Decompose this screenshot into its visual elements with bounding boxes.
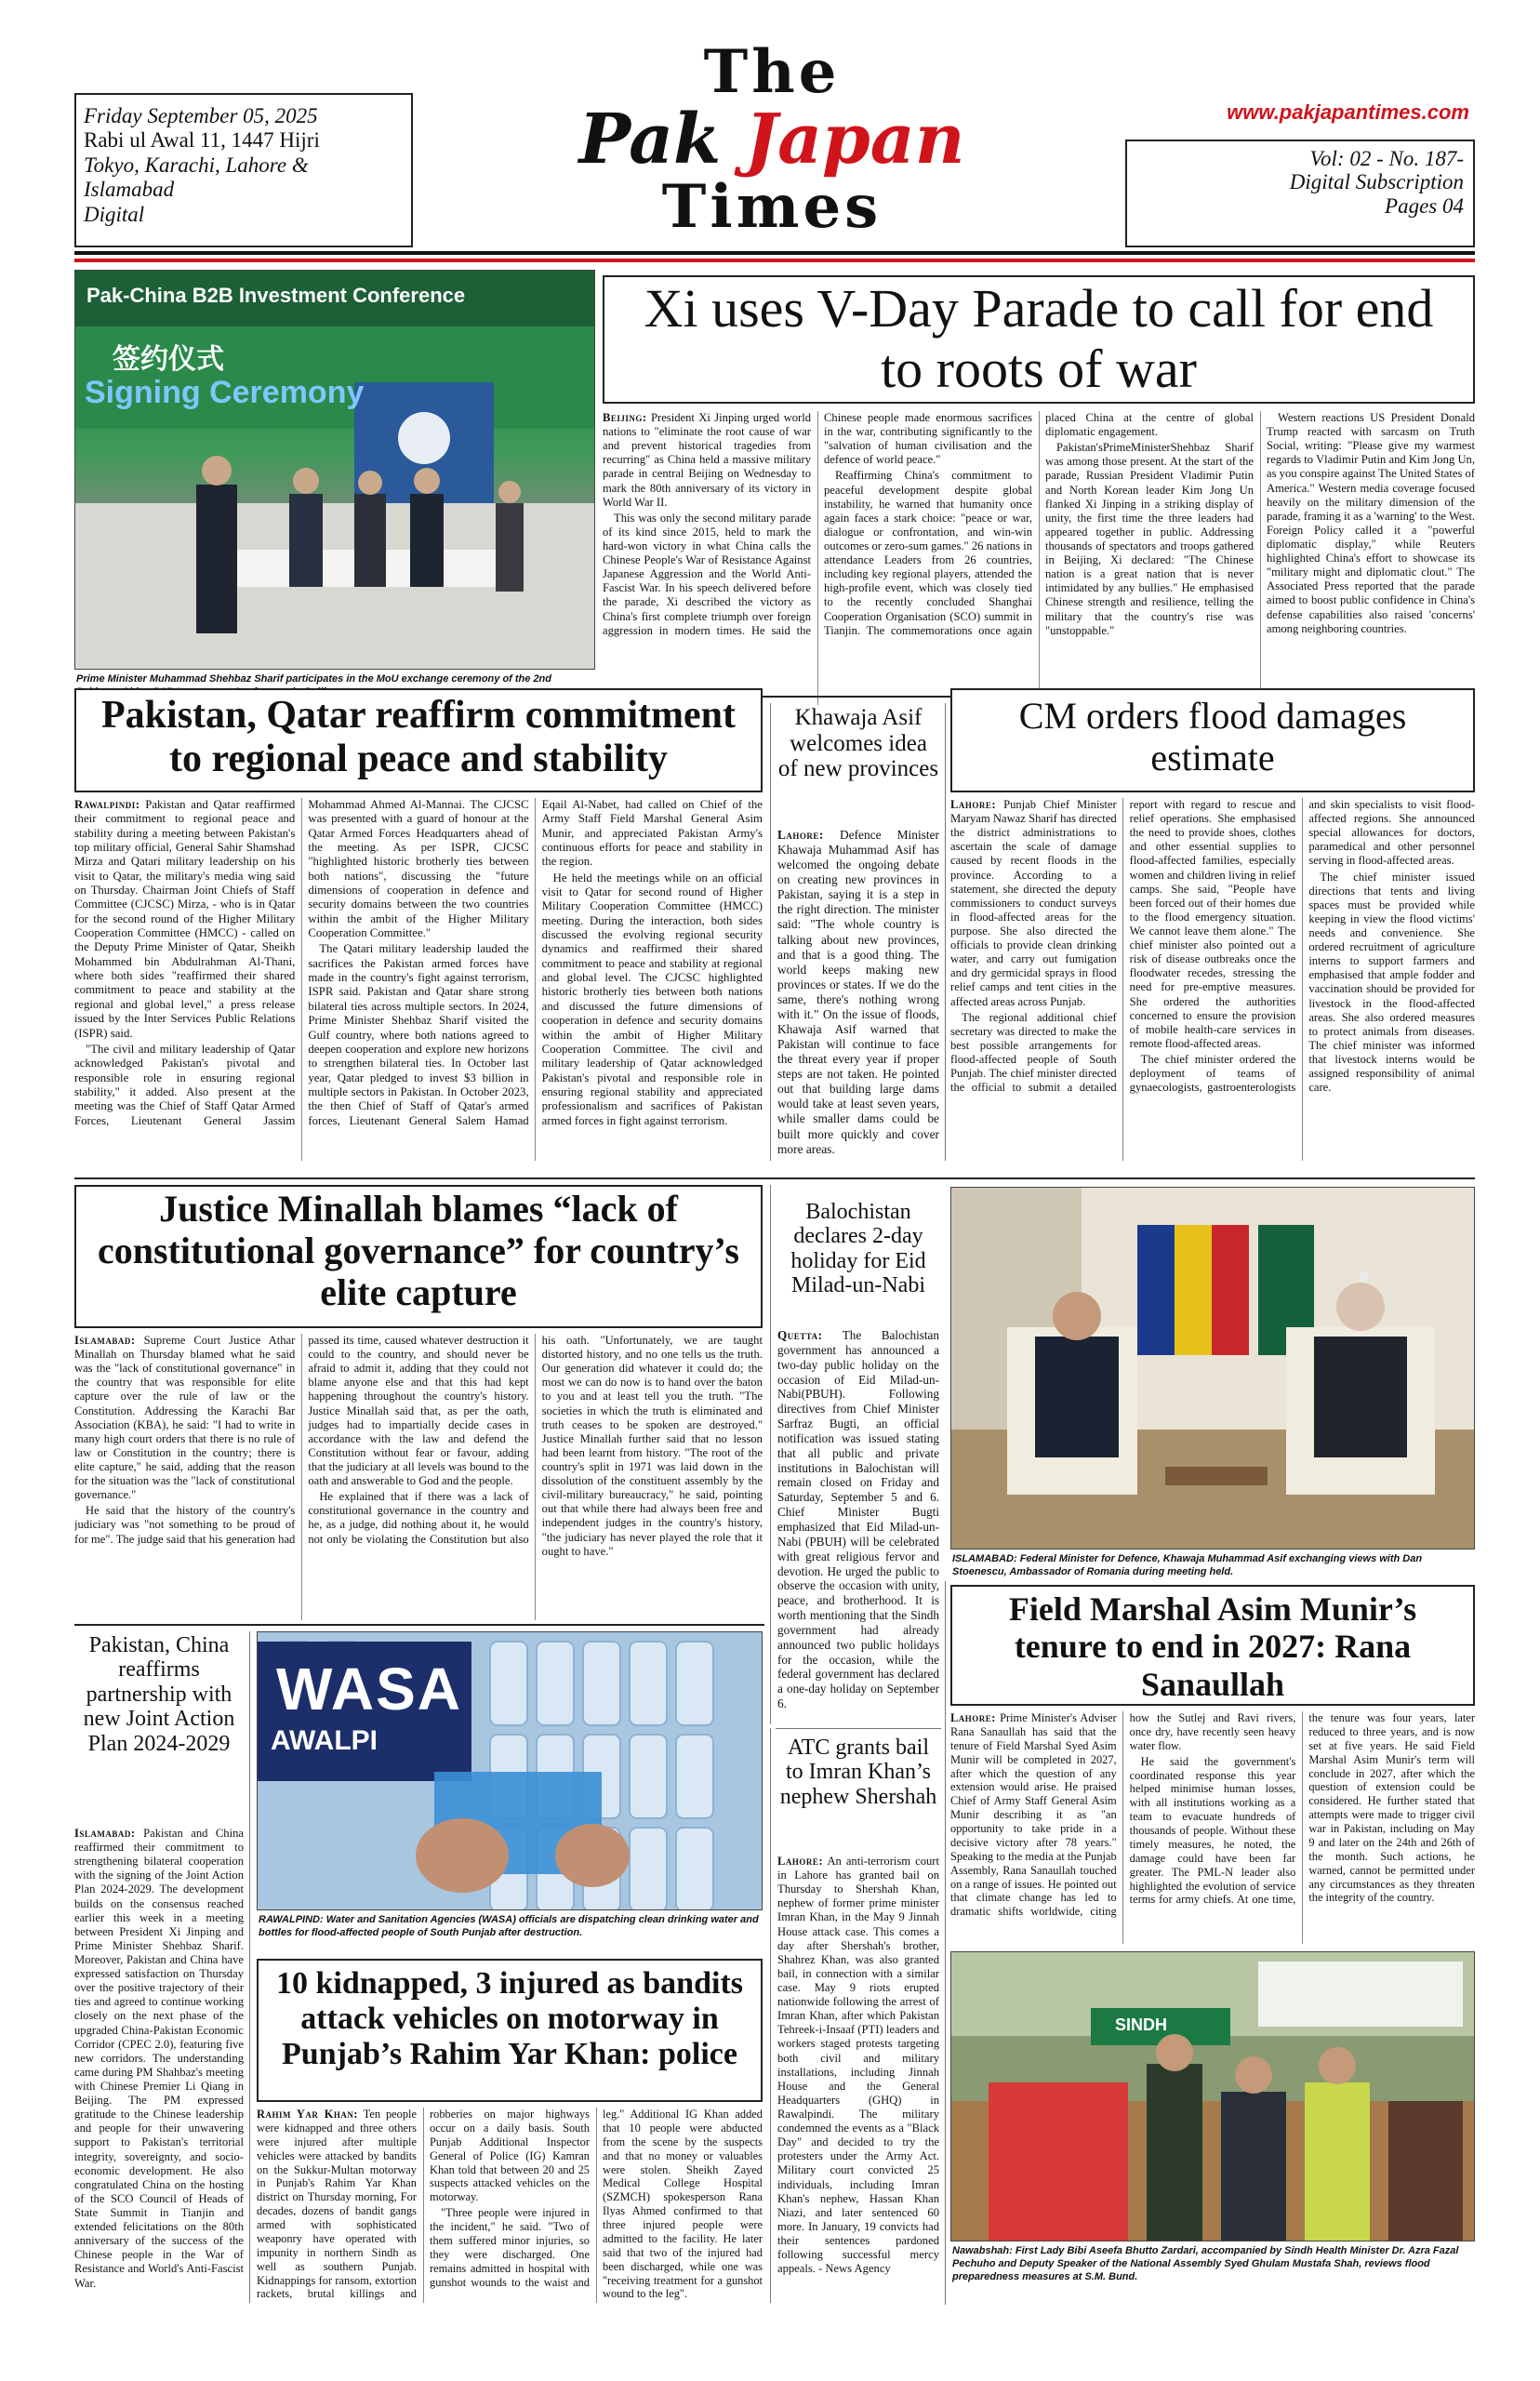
title-japan: Japan <box>745 100 965 180</box>
cm-headline: CM orders flood damages estimate <box>1018 695 1407 778</box>
munir-article-body <box>950 1711 1475 1944</box>
edition-line: Digital <box>84 202 145 226</box>
minallah-para-2: He said that the history of the country's judiciary was "not something to be proud of for me". The judge said that his generation had passed its time, caused whatever destruction it could to the country, and should never be afraid to admit it, adding that they could not blame anyone else and that this had kept happening throughout the country's history. Justice Minallah said that, as per the oath, judges had to impartially decide cases in accordance with the law and defend the Constitution without fear or favour, adding that the judiciary at all levels was bound to the oath and answerable to God and the people. <box>74 1334 529 1546</box>
cm-para-4: The chief minister issued directions that tents and living spaces must be provided while keeping in view the flood victims' needs and convenience. She ordered recruitment of agriculture interns to support farmers and emphasised that ample fodder and vaccination should be provided for livestock in the flood-affected areas. She also ordered measures to protect animals from diseases. The chief minister was informed that livestock interns would be assigned responsibility of animal care. <box>1308 870 1475 1095</box>
column-rule-provinces <box>945 703 946 1161</box>
provinces-headline: Khawaja Asif welcomes idea of new provinces <box>777 705 939 781</box>
signing-banner-title: Pak-China B2B Investment Conference <box>86 284 466 307</box>
atc-top-rule <box>776 1728 941 1729</box>
qatar-headline-box <box>74 688 763 792</box>
cm-article-body <box>950 798 1475 1161</box>
xi-article-body <box>603 411 1475 705</box>
china-plan-article-body <box>74 1827 244 2301</box>
xi-headline: Xi uses V-Day Parade to call for end to roots of war <box>644 278 1434 399</box>
flood-preparedness-photo <box>950 1951 1475 2241</box>
kidnap-dateline: Rahim Yar Khan: <box>257 2108 358 2121</box>
title-the: The <box>703 37 841 107</box>
column-rule-qatar <box>770 703 771 1161</box>
wasa-photo-caption: RAWALPIND: Water and Sanitation Agencies (WASA) officials are dispatching clean drinking water and bottles for flood-affected people of South Punjab after destruction. <box>259 1914 759 1938</box>
munir-para-2: He said the government's coordinated response this year helped minimise human losses, with all institutions working as a team to evacuate hundreds of thousands of people. Without these timely measures, he noted, the damage could have been far greater. The PML-N leader also highlighted the evolution of service terms for army chiefs. At one time, the tenure was four years, later reduced to three years, and is now set at five years. He said Field Marshal Asim Munir's term will conclude in 2027, after which the question of extension could be considered. He further stated that attempts were made to trigger civil war in Pakistan, including on May 9 and later on the 24th and 26th of the month. Such actions, he warned, cannot be permitted under any circumstances as they threaten the integrity of the country. <box>1129 1711 1475 1907</box>
date-line: Friday September 05, 2025 <box>84 104 318 127</box>
column-rule-china <box>249 1631 250 2303</box>
xi-para-3: Reaffirming China's commitment to peaceful development despite global instability, he warned that humanity once again faces a stark choice: "peace or war, dialogue or confrontation, and win-win outcomes or zero-sum games." 26 nations in attendance Leaders from 26 countries, including key regional players, attended the high-profile event, which was closely tied to the recently concluded Shanghai Cooperation Organisation (SCO) summit in Tianjin. The commemorations once again placed China at the centre of global diplomatic engagement. <box>824 411 1254 637</box>
qatar-article-body <box>74 798 763 1161</box>
flood-banner-text: SINDH <box>1115 2015 1168 2034</box>
xi-lead: President Xi Jinping urged world nations to "eliminate the root cause of war and prevent historical tragedies from recurring" as China held a massive military parade in central Beijing on Wednesday to mark the 80th anniversary of its victory in World War II. <box>603 411 811 509</box>
china-plan-headline: Pakistan, China reaffirms partnership with new Joint Action Plan 2024-2029 <box>83 1633 235 1756</box>
munir-lead: Prime Minister's Adviser Rana Sanaullah has said that the tenure of Field Marshal Syed Asim Munir will be completed in 2027, after which the question of any extension would arise. He praised Chief of Army Staff General Asim Munir describing it as "an opportunity to take pride in a decisive victory after 78 years." Speaking to the media at the Punjab Assembly, Rana Sanaullah touched on a range of issues. He pointed out that climate change has led to dramatic shifts worldwide, citing how the Sutlej and Ravi rivers, once dry, have recently seen heavy water flow. <box>950 1711 1296 1919</box>
cities-line: Tokyo, Karachi, Lahore & Islamabad <box>84 153 309 202</box>
eid-body: The Balochistan government has announced a two-day public holiday on the occasion of Eid Milad-un-Nabi(PBUH). Following directives from Chief Minister Sarfraz Bugti, an official notification was issued stating that all public and private institutions in Balochistan will remain closed on Friday and Saturday, September 5 and 6. Chief Minister Bugti emphasized that Eid Milad-un-Nabi (PBUH) will be celebrated with great religious fervor and devotion. He urged the public to observe the occasion with unity, peace, and brotherhood. It is worth mentioning that the Sindh government had already announced two public holidays for the occasion, while the federal government has declared a one-day holiday on September 6. <box>777 1328 939 1711</box>
masthead-rule <box>74 251 1475 255</box>
provinces-dateline: Lahore: <box>777 828 824 842</box>
cm-dateline: Lahore: <box>950 798 997 811</box>
kidnap-headline: 10 kidnapped, 3 injured as bandits attack vehicles on motorway in Punjab’s Rahim Yar Khan: police <box>275 1966 743 2072</box>
minallah-headline-box <box>74 1185 763 1328</box>
minallah-article-body <box>74 1334 763 1620</box>
munir-headline-box <box>950 1585 1475 1706</box>
eid-dateline: Quetta: <box>777 1328 823 1342</box>
column-rule-atc <box>770 1728 771 2303</box>
signing-banner-chinese: 签约仪式 <box>113 343 224 376</box>
wasa-water-photo <box>257 1631 763 1910</box>
minallah-headline: Justice Minallah blames “lack of constitutional governance” for country’s elite capture <box>98 1188 739 1313</box>
china-plan-body: Pakistan and China reaffirmed their commitment to strengthening bilateral cooperation with the signing of the Joint Action Plan 2024-2029. The development builds on the consensus reached earlier this week in a meeting between President Xi Jinping and Prime Minister Shehbaz Sharif. Moreover, Pakistan and China have expressed satisfaction on Thursday over the positive trajectory of their ties and agreed to continue working closely on the next phase of the upgraded China-Pakistan Economic Corridor (CPEC 2.0), featuring five new corridors. The understanding came during PM Shahbaz's meeting with Chinese Premier Li Qiang in Beijing. The PM expressed gratitude to the Chinese leadership and people for their unwavering support to Pakistan's territorial integrity, sovereignty, and socio-economic development. He also congratulated China on the hosting of the SCO Council of Heads of State Summit in Tianjin and extended felicitations on the 80th anniversary of the success of the Chinese people in the War of Resistance and World's Anti-Fascist War. <box>74 1827 244 2290</box>
qatar-para-4: He held the meetings while on an official visit to Qatar for second round of Higher Military Cooperation Committee (HMCC) meeting. During the interaction, both sides discussed the evolving regional security dynamics and reaffirmed their shared commitment to peace and stability at regional and global level. The CJCSC highlighted historic brotherly ties between both nations and discussed the future dimensions of cooperation in defence and security domains within the ambit of Higher Military Cooperation Committee. The civil and military leadership of Qatar acknowledged Pakistan's pivotal and responsible role in ensuring regional stability and appreciated professionalism and sacrifices of Pakistan armed forces in fight against terrorism. <box>541 871 763 1127</box>
qatar-headline: Pakistan, Qatar reaffirm commitment to regional peace and stability <box>101 694 736 781</box>
qatar-para-2: "The civil and military leadership of Qatar acknowledged Pakistan's pivotal and responsible role in ensuring regional stability," it added. Also present at the meeting was the Chief of Staff Qatar Armed Forces, Lieutenant General Jassim Mohammad Ahmed Al-Mannai. The CJCSC was presented with a guard of honour at the Qatar Armed Forces Headquarters ahead of the meeting. As per ISPR, CJCSC "highlighted historic brotherly ties between both nations", discussing the "future dimensions of cooperation in defence and security domains between the two countries within the ambit of the Higher Military Cooperation Committee." <box>74 798 529 1127</box>
title-times: Times <box>661 172 883 242</box>
munir-dateline: Lahore: <box>950 1711 996 1724</box>
hijri-line: Rabi ul Awal 11, 1447 Hijri <box>84 128 320 153</box>
website[interactable]: www.pakjapantimes.com <box>1227 100 1469 124</box>
qatar-para-3: The Qatari military leadership lauded the sacrifices the Pakistan armed forces have made in the country's fight against terrorism, ISPR said. Pakistan and Qatar share strong bilateral ties across multiple sectors. In 2024, Prime Minister Shehbaz Sharif visited the Gulf country, where both nations agreed to deepen cooperation and explore new horizons to strengthen bilateral ties. In October last year, Qatar pledged to invest $3 billion in multiple sectors in Pakistan. In October 2023, the then Chief of Staff of Qatar's armed forces, Lieutenant General Salem Hamad Eqail Al-Nabet, had called on Chief of the Army Staff Field Marshal General Asim Munir, and appreciated Pakistan Army's continuous efforts for peace and stability in the region. <box>308 798 763 1127</box>
title-pak-japan <box>428 100 1116 180</box>
cm-para-2: The regional additional chief secretary was directed to make the best possible arrangements for flood-affected people of South Punjab. The chief minister directed the official to submit a detailed report with regard to rescue and relief operations. She emphasised the need to provide shoes, clothes and other essential supplies to flood-affected families, especially women and children living in relief camps. She said, "People have been forced out of their homes due to the flood emergency situation. We cannot leave them alone." The chief minister also pointed out a risk of disease outbreaks once the floodwater recedes, stressing the need for pre-emptive measures. She ordered the authorities concerned to ensure the provision of mobile health-care services in remote flood-affected areas. <box>950 798 1296 1095</box>
atc-body: An anti-terrorism court in Lahore has granted bail on Thursday to Shershah Khan, nephew of former prime minister Imran Khan, in the May 9 Jinnah House attack case. This comes a day after Shershah's brother, Shahrez Khan, was also granted bail, in connection with a similar case. May 9 riots erupted nationwide following the arrest of Imran Khan, after which Pakistan Tehreek-i-Insaaf (PTI) leaders and workers staged protests targeting both civil and military installations, including Jinnah House and the General Headquarters (GHQ) in Rawalpindi. The military condemned the events as a "Black Day" and decided to try the protesters under the Army Act. Military court convicted 25 individuals, including Imran Khan's nephew, Hassan Khan Niazi, and later sentenced 60 more. In January, 19 convicts had their sentences pardoned following successful mercy appeals. - News Agency <box>777 1855 939 2276</box>
kidnap-para-2: "Three people were injured in the incident," he said. "Two of them suffered minor injuries, so they were discharged. One remains admitted in hospital with gunshot wounds to the waist and leg." Additional IG Khan added that 10 people were abducted from the scene by the suspects and that no money or valuables were stolen. Sheikh Zayed Medical College Hospital (SZMCH) spokesperson Rana Ilyas Ahmed confirmed to that three injured people were admitted to the facility. He later said that two of the injured had been discharged, while one was "receiving treatment for a gunshot wound to the leg". <box>430 2108 763 2301</box>
xi-dateline: Beijing: <box>603 411 647 424</box>
title-pak: Pak <box>578 100 722 180</box>
meeting-photo-caption: ISLAMABAD: Federal Minister for Defence, Khawaja Muhammad Asif exchanging views with Dan Stoenescu, Ambassador of Romania during meeting held. <box>952 1553 1423 1577</box>
qatar-dateline: Rawalpindi: <box>74 798 140 811</box>
minallah-dateline: Islamabad: <box>74 1334 136 1347</box>
atc-headline: ATC grants bail to Imran Khan’s nephew Shershah <box>779 1736 937 1809</box>
signing-photo-caption: Prime Minister Muhammad Shehbaz Sharif participates in the MoU exchange ceremony of the 2nd <box>76 673 552 685</box>
china-plan-dateline: Islamabad: <box>74 1827 136 1840</box>
xi-para-5: Western reactions US President Donald Trump reacted with sarcasm on Truth Social, writing: "Please give my warmest regards to Vladimir Putin and Kim Jong Un, as you conspire against The United States of America." Western media coverage focused heavily on the military dimension of the parade, framing it as a 'warning' to the West. Foreign Policy called it a "powerful diplomatic display," while Reuters highlighted China's effort to showcase its "military might and diplomatic clout." The Associated Press reported that the parade aimed to boost public confidence in China's defense capabilities also raised 'concerns' among neighboring countries. <box>1267 411 1475 635</box>
volume-line: Vol: 02 - No. 187- <box>1309 147 1464 170</box>
wasa-sign-text-2: AWALPI <box>271 1725 378 1756</box>
kidnap-article-body <box>257 2108 763 2303</box>
kidnap-lead: Ten people were kidnapped and three others were injured after multiple vehicles were attacked by bandits on the Sukkur-Multan motorway in Punjab's Rahim Yar Khan district on Thursday morning, For decades, dozens of bandit gangs armed with sophisticated weaponry have operated with impunity in northern Sindh as well as southern Punjab. Kidnappings for ransom, extortion rackets, brutal killings and robberies on major highways occur on a daily basis. South Punjab Additional Inspector General of Police (IG) Kamran Khan told that between 20 and 25 suspects attacked vehicles on the motorway. <box>257 2108 590 2301</box>
section-rule-2 <box>74 1177 1475 1179</box>
defence-minister-meeting-photo <box>950 1187 1475 1550</box>
wasa-sign-text: WASA <box>276 1656 462 1723</box>
column-rule-eid <box>770 1185 771 1724</box>
xi-headline-box <box>603 275 1475 404</box>
eid-headline: Balochistan declares 2-day holiday for Eid Milad-un-Nabi <box>790 1200 926 1298</box>
munir-headline: Field Marshal Asim Munir’s tenure to end in 2027: Rana Sanaullah <box>1008 1590 1417 1703</box>
flood-photo-caption: Nawabshah: First Lady Bibi Aseefa Bhutto Zardari, accompanied by Sindh Health Minister Dr. Azra Fazal Pechuho and Deputy Speaker of the National Assembly Syed Ghulam Mustafa Shah, reviews flood preparedness measures at S.M. Bund. <box>952 2245 1459 2282</box>
qatar-lead: Pakistan and Qatar reaffirmed their commitment to regional peace and stability during a meeting between Pakistan's top military official, General Sahir Shamshad Mirza and Qatari military leadership on his visit to Qatar, the military's media wing said on Thursday. Chairman Joint Chiefs of Staff Committee (CJCSC) Mirza, - who is in Qatar for the second round of the Higher Military Cooperation Committee (HMCC) - called on the Deputy Prime Minister of Qatar, Sheikh Mohammed bin Abdulrahman Al-Thani, where both sides "reaffirmed their shared commitment to peace and stability at the regional and global level," a press release issued by the Inter Services Public Relations (ISPR) said. <box>74 798 296 1040</box>
provinces-article-body <box>777 828 939 1163</box>
xi-para-2: This was only the second military parade of its kind since 2015, held to mark the hard-won victory in what China calls the Chinese People's War of Resistance Against Japanese Aggression and the World Anti-Fascist War. In his speech delivered before the parade, Xi described the victory as China's first complete triumph over foreign aggression in modern times. He said the Chinese people made enormous sacrifices in the war, contributing significantly to the "salvation of human civilisation and the defence of world peace." <box>603 411 1032 637</box>
atc-dateline: Lahore: <box>777 1855 824 1868</box>
subscription-line: Digital Subscription <box>1289 170 1464 194</box>
cm-headline-box <box>950 688 1475 792</box>
cm-lead: Punjab Chief Minister Maryam Nawaz Sharif has directed the district administrations to ascertain the scale of damage caused by recent floods in the province. According to a statement, she directed the deputy commissioners to conduct surveys in flood-affected areas for the purpose. She also directed the officials to provide clean drinking water, and carry out fumigation and dry germicidal sprays in flood relief camps and tent cities in the affected areas across Punjab. <box>950 798 1117 1008</box>
volume-box <box>1125 140 1475 247</box>
masthead-title <box>428 37 1116 251</box>
signing-ceremony-photo <box>74 270 595 670</box>
pages-line: Pages 04 <box>1385 193 1464 218</box>
provinces-body: Defence Minister Khawaja Muhammad Asif has welcomed the ongoing debate on creating new provinces in Pakistan, saying it is a step in the right direction. The minister said: "The whole country is talking about new provinces, and that is a good thing. The world keeps making new provinces or states. If we do the same, there's nothing wrong with it." On the issue of floods, Khawaja Asif warned that Pakistan will continue to face the threat every year if proper steps are not taken. He pointed out that building large dams would take at least seven years, while smaller dams could be built more quickly and cover more areas. <box>777 828 939 1156</box>
column-rule-munir <box>945 1581 946 2305</box>
minallah-para-3: He explained that if there was a lack of constitutional governance in the country and he, as a judge, did nothing about it, he would not only be violating the Constitution but also his oath. "Unfortunately, we are taught distorted history, and no one tells us the truth. Our generation did whatever it could do; the most we can do now is to hand over the baton to you and at least tell you the truth. "The societies in which the truth is eliminated and truth ceases to be spoken are destroyed." Justice Minallah further said that no lesson had been learnt from history. "The root of the country's split in 1971 was laid down in the dissolution of the constituent assembly by the civil-military bureaucracy," he said, pointing out that while there had always been free and independent judges in the country's history, "the judiciary has never played the role that it ought to have." <box>308 1334 763 1558</box>
date-box <box>74 93 413 247</box>
cm-para-3: The chief minister ordered the deployment of teams of gynaecologists, gastroenterologists and skin specialists to visit flood-affected regions. She announced special allowances for doctors, paramedical and other personnel serving in flood-affected areas. <box>1129 798 1475 1095</box>
eid-article-body <box>777 1328 939 1723</box>
atc-article-body <box>777 1855 939 2305</box>
section-rule-3 <box>74 1624 764 1626</box>
signing-banner-english: Signing Ceremony <box>85 375 365 410</box>
xi-para-4: Pakistan'sPrimeMinisterShehbaz Sharif was among those present. At the start of the parade, Russian President Vladimir Putin and North Korean leader Kim Jong Un flanked Xi Jinping in a striking display of unity, the first time the three leaders had appeared together in public. Addressing thousands of spectators and troops gathered in Beijing, Xi declared: "The Chinese nation is a great nation that is never intimidated by any bullies." He emphasised Chinese strength and resilience, telling the military that the country's rise was "unstoppable." <box>1045 441 1254 637</box>
minallah-lead: Supreme Court Justice Athar Minallah on Thursday blamed what he said was the "lack of constitutional governance" in the country that was responsible for elite capture over the rule of law or the Constitution. Addressing the Karachi Bar Association (KBA), he said: "I had to write in many high court orders that there is no rule of law or Constitution in the country; there is elite capture," he said, adding that the reason for the situation was the "lack of constitutional governance." <box>74 1334 296 1502</box>
kidnap-headline-box <box>257 1959 763 2102</box>
masthead-accent-rule <box>74 259 1475 262</box>
